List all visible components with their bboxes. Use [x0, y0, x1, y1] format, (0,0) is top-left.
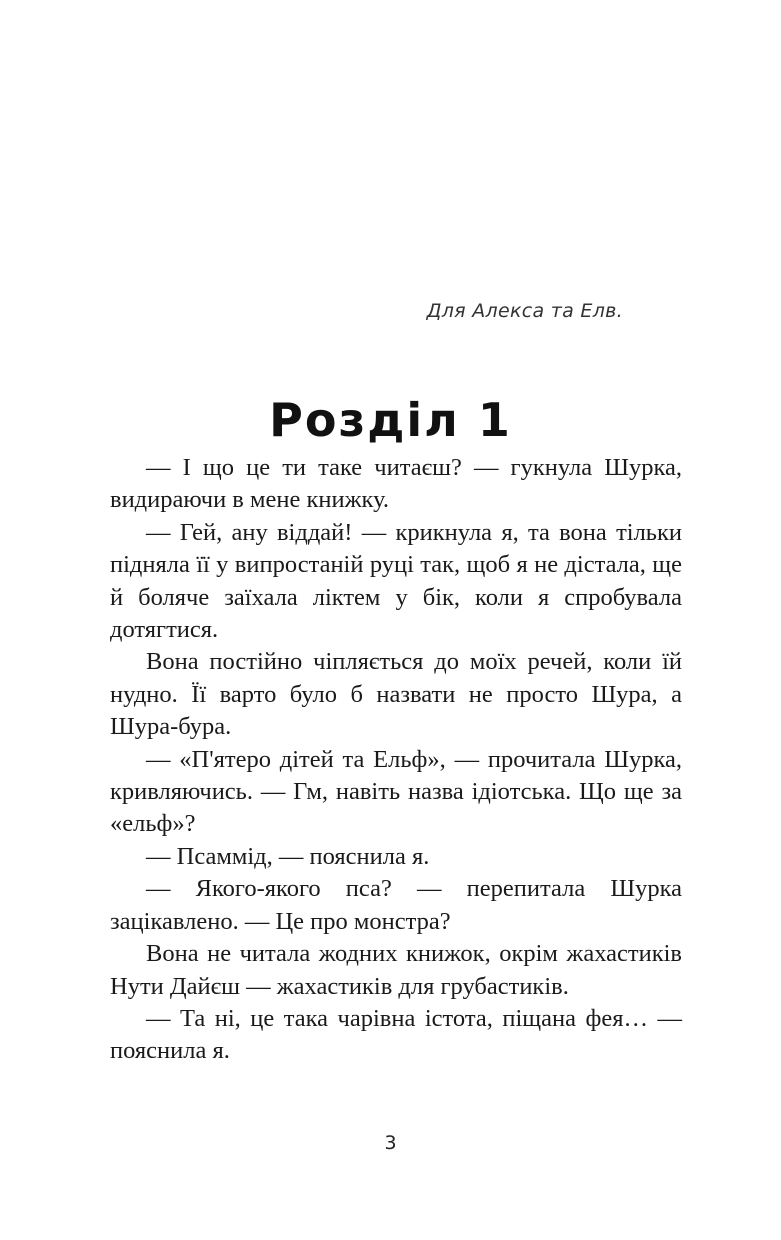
chapter-body — [110, 452, 682, 1068]
page-number: 3 — [384, 1132, 397, 1154]
paragraph: — І що це ти таке читаєш? — гукнула Шурка, видираючи в мене книжку. — [110, 454, 682, 514]
paragraph: — Псаммід, — пояснила я. — [146, 842, 430, 870]
paragraph: — Та ні, це така чарівна істота, піщана фея… — пояснила я. — [110, 1004, 682, 1065]
paragraph: Вона не читала жодних книжок, окрім жахастиків Нути Дайєш — жахастиків для грубастиків. — [110, 940, 682, 1000]
paragraph: — Гей, ану віддай! — крикнула я, та вона тільки підняла її у випростаній руці так, щоб я не дістала, ще й боляче заїхала ліктем у бік, коли я спробувала дотягтися. — [110, 518, 682, 644]
paragraph: — «П'ятеро дітей та Ельф», — прочитала Шурка, кривляючись. — Гм, навіть назва ідіотська. Що ще за «ельф»? — [110, 745, 682, 838]
paragraph: — Якого-якого пса? — перепитала Шурка зацікавлено. — Це про монстра? — [110, 875, 682, 935]
paragraph: Вона постійно чіпляється до моїх речей, коли їй нудно. Її варто було б назвати не просто Шура, а Шура-бура. — [110, 648, 682, 741]
dedication: Для Алекса та Елв. — [426, 300, 623, 322]
chapter-title: Розділ 1 — [269, 392, 512, 447]
